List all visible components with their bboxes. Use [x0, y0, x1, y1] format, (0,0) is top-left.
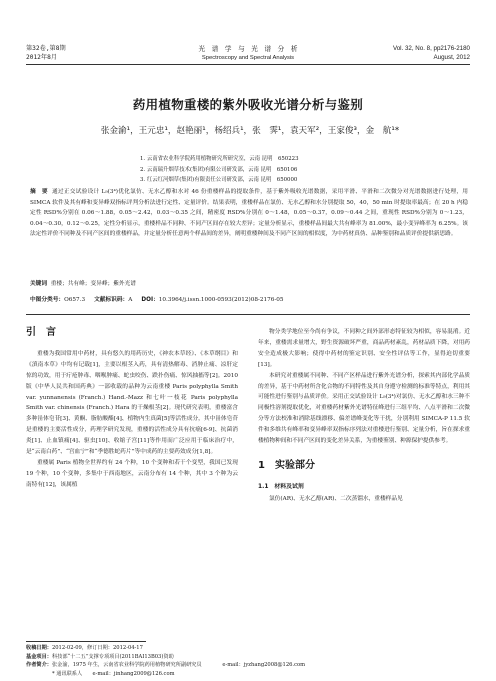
- footnote-rule: [26, 641, 146, 642]
- body-paragraph: 重楼属 Paris 植物全世界约有 24 个种，10 个变种和若干个变型，我国已发现 19 个种，10 个变种，多集中于西南地区，云南分布有 14 个种，其中 3 个种为云南特有[12]，该属植: [26, 459, 238, 488]
- doc-code-label: 文献标识码：: [94, 297, 129, 303]
- header-volume: 第32卷,第8期: [26, 45, 66, 52]
- affiliations: [140, 154, 460, 186]
- header-rule: [26, 64, 470, 65]
- abstract: [30, 187, 468, 240]
- header-journal-cn: 光 谱 学 与 光 谱 分 析: [198, 45, 298, 53]
- body-paragraph: 重楼为我国常用中药材，具有悠久的用药历史，《神农本草经》、《本草纲目》和《滇南本草》中均有记载[1]，主要以根茎入药，具有清热解毒、消肿止痛、凉肝定惊的功效，用于疔疮肿毒、咽喉肿痛、蛇虫咬伤、跌扑伤痛、惊风抽搐等[2]。2010 版《中华人民共和国药典》一部收载的品种为云南重楼 Paris polyphylla Smith var. yunnanensis (Franch.) Hand.-Mazz 和七叶一枝花 Paris polyphylla Smith var. chinensis (Franch.) Hara 的干燥根茎[2]。现代研究表明，重楼富含多种甾体皂苷[3]、黄酮、脂肪酸酯[4]、植物内生真菌[5]等活性成分，其中甾体皂苷是重楼的主要活性成分，药理学研究发现，重楼的活性成分具有抗癌[6-9]、抗菌消炎[1]、止血镇痛[4]、驱虫[10]、收缩子宫[11]等作用而广泛应用于临床治疗中，是“云南白药”、“宫血宁”和“季德胜蛇药片”等中成药的主要药效成分[1,8]。: [26, 350, 238, 456]
- footnote-text: * 通讯联系人 e-mail：jinhang2009@126.com: [52, 670, 175, 677]
- body-paragraph: 氯仿(AR)、无水乙醇(AR)、二次蒸馏水，重楼样品见: [269, 495, 403, 502]
- header-journal-en: Spectroscopy and Spectral Analysis: [201, 55, 295, 61]
- header-date-cn: 2012年8月: [26, 54, 58, 61]
- header-volume-en: Vol. 32, No. 8, pp2176-2180: [392, 45, 470, 52]
- clc-label: 中图分类号：: [30, 297, 65, 303]
- footnote-text: 科技部“十二五”支撑专项项目(2011BAI13B03)资助: [51, 653, 174, 660]
- classification-line: [30, 295, 470, 305]
- footnote-text: 2012-02-09，修订日期：2012-04-17: [51, 645, 143, 651]
- footnote-item: [26, 653, 466, 662]
- doi-value: 10.3964/j.issn.1000-0593(2012)08-2176-05: [158, 297, 284, 303]
- affiliation-item: 3. 红云红河烟草(集团)有限责任公司研发部，云南 昆明 650000: [140, 177, 298, 183]
- abstract-label: 摘 要: [30, 189, 48, 195]
- left-column: [26, 318, 238, 491]
- footnote-label: 作者简介：: [26, 662, 52, 669]
- footnote-item: [26, 644, 466, 653]
- body-paragraph: 本研究对重楼属不同种、不同产区样品进行紫外光谱分析，探索其内部化学品质的差异，基于中药材所含化合物的不同特性及其自身遵守检测的标准等特点，利用其可能性进行鉴别与品质评价。采用正交试验设计 L₉(3⁴)对氯仿、无水乙醇和水三种不同极性溶剂提取优化，对重楼药材紫外光谱特征峰进行三组平均、八点平滑和二次微分等方法校准和消除基线漂移、偏差谱峰变化等干扰，分别利用 SIMCA-P 11.5 软件和多维共有峰率和变异峰率双指标序列法对重楼进行鉴别、定量分析，旨在探求重楼植物种间和不同产区间的变化差异关系，为重楼鉴别、种源保护提供参考。: [258, 372, 470, 445]
- abstract-rule: [26, 314, 470, 315]
- doi-label: DOI：: [141, 297, 159, 303]
- footnotes: [26, 644, 466, 678]
- paper-title: 药用植物重楼的紫外吸收光谱分析与鉴别: [132, 97, 364, 112]
- footnote-text: 张金渝，1975 年生，云南省农业科学院药用植物研究所副研究员 e-mail：jyzhang2008@126.com: [51, 662, 306, 669]
- paper-authors: 张金渝¹，王元忠¹，赵艳丽¹，杨绍兵¹，张 霁¹，袁天军²，王家俊³，金 航¹*: [100, 126, 400, 136]
- keywords: [30, 279, 470, 289]
- abstract-text: 通过正交试验设计 L₉(3⁴)优化氯仿、无水乙醇和水对 46 份重楼样品的提取条件，基于紫外吸收光谱数据，采用平滑、平滑和二次微分对光谱数据进行处理，用 SIMCA 软件及其有峰和变异峰双指标评判分析法进行定性、定量评价。结果表明，重楼样品在氯仿、无水乙醇和水分别提取 50，40，50 min 时提取率最高；在 20 h 内稳定性 RSD%分别在 0.06～1.88，0.05～2.42，0.03～0.35 之间，精密度 RSD%分别在 0～1.48，0.05～0.37，0.09～0.44 之间，重现性 RSD%分别为 0～1.23，0.04～0.30，0.12～0.25，定性分析显示，重楼样品不同种、不同产区间存在较大差异；定量分析显示，重楼样品间最大共有峰率为 81.00%，最小变异峰率为 6.25%。该法定性评价不同种及不同产区间的重楼样品，并定量分析任意两个样品间的差异，阐明重楼种间及不同产区间的相似度，为中药材真伪、品种鉴别和品质评价提供新思路。: [30, 189, 468, 238]
- affiliation-item: 1. 云南省农业科学院药用植物研究所研究室，云南 昆明 650223: [140, 156, 299, 162]
- body-paragraph: 物分类学地位至今尚有争议，不同种之间外部形态特征较为相似，容易混淆。近年来，重楼需求量增大，野生资源破坏严重，商品药材紊乱，药材品质下降，对用药安全造成极大影响；使得中药材的鉴定识别、安全性评估等工作，显得迫切重要[13]。: [258, 329, 470, 368]
- footnote-item: [26, 661, 466, 670]
- section-heading-experiment: 1 实验部分: [258, 459, 315, 471]
- right-column: [258, 327, 470, 505]
- doc-code-value: A: [128, 297, 133, 303]
- clc-value: O657.3: [64, 297, 86, 303]
- header-date-en: August, 2012: [433, 54, 470, 61]
- footnote-label: 基金项目：: [26, 653, 52, 660]
- affiliation-item: 2. 云南瑞升烟草技术(集团)有限公司研发部，云南 昆明 650106: [140, 166, 298, 173]
- keywords-label: 关键词: [30, 281, 48, 287]
- footnote-label: 收稿日期：: [26, 645, 52, 651]
- footnote-item: [26, 670, 466, 679]
- keywords-text: 重楼；共有峰；变异峰；紫外光谱: [50, 281, 136, 287]
- subsection-heading: 1.1 材料及试剂: [258, 483, 304, 490]
- section-heading-intro: 引 言: [26, 327, 56, 338]
